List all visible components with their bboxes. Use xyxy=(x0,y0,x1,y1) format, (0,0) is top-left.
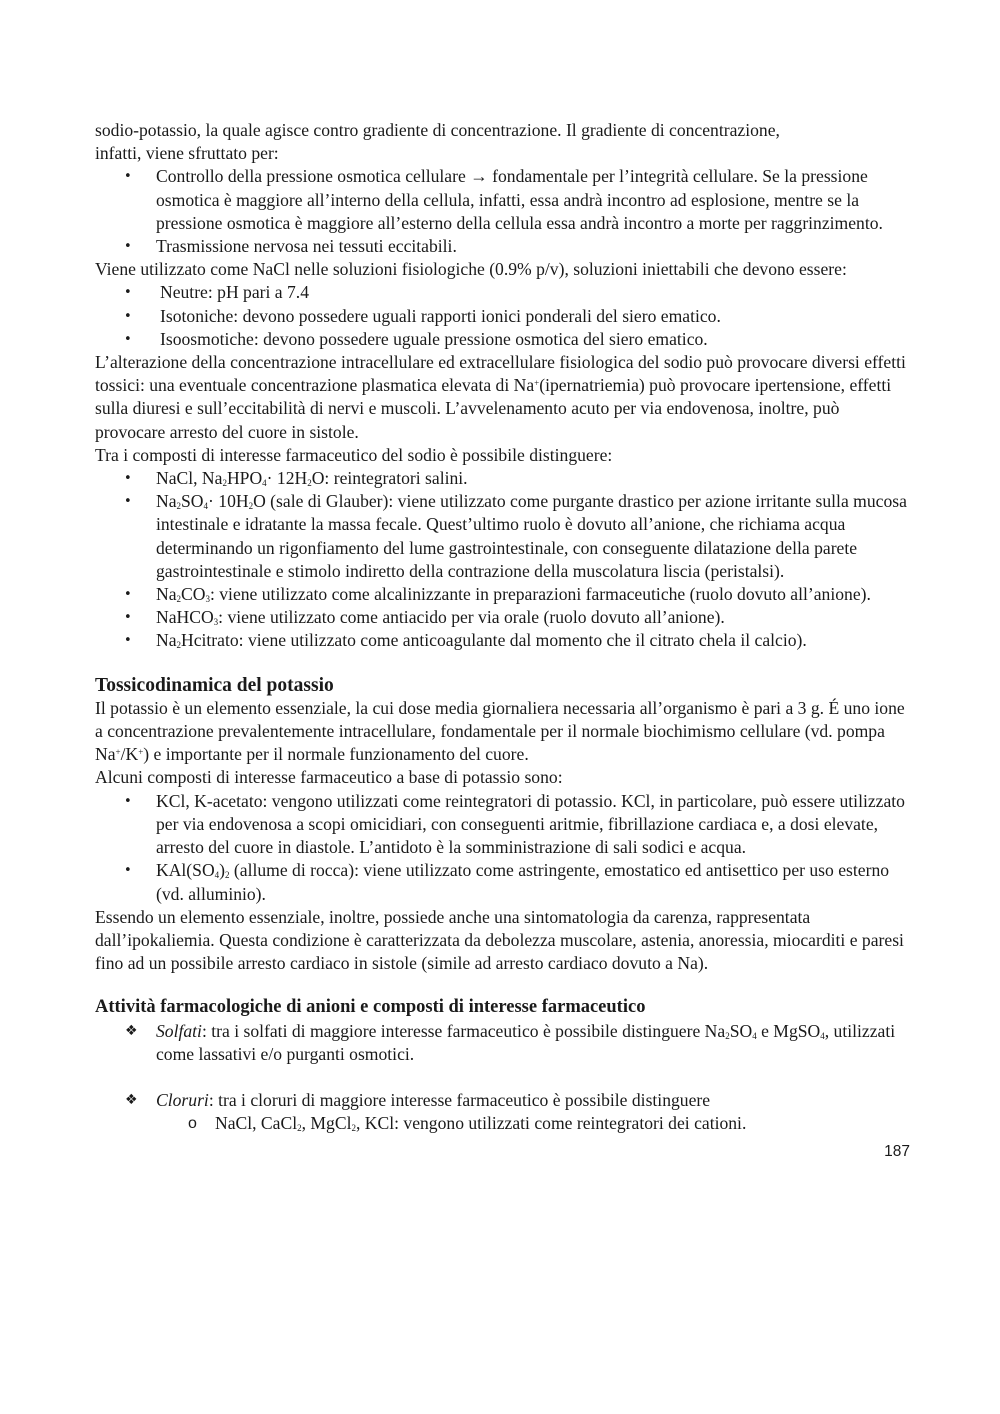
formula-text: Na xyxy=(156,491,177,512)
term-cloruri: Cloruri xyxy=(156,1089,209,1110)
formula-text: CO xyxy=(181,584,206,605)
section-heading-anions: Attività farmacologiche di anioni e composti di interesse farmaceutico xyxy=(95,997,646,1018)
subscript: 4 xyxy=(820,1030,825,1041)
description-text: , utilizzati come lassativi e/o purganti osmotici. xyxy=(156,1020,896,1064)
potassium-paragraph xyxy=(95,697,910,767)
description-text: : viene utilizzato come alcalinizzante in preparazioni farmaceutiche (ruolo dovuto all’anione). xyxy=(209,584,871,605)
potassium-compounds-intro: Alcuni composti di interesse farmaceutico a base di potassio sono: xyxy=(95,767,563,788)
list-item: • Isoosmotiche: devono possedere uguale pressione osmotica del siero ematico. xyxy=(95,328,910,351)
description-text: , KCl: vengono utilizzati come reintegratori dei cationi. xyxy=(355,1113,747,1134)
superscript: + xyxy=(138,747,144,758)
intro-paragraph xyxy=(95,119,910,165)
subscript: 2 xyxy=(248,501,254,512)
page-content xyxy=(95,119,910,1164)
deficiency-paragraph: Essendo un elemento essenziale, inoltre, possiede anche una sintomatologia da carenza, rappresentata dall’ipokaliemia. Questa condizione è caratterizzata da debolezza muscolare, astenia, anoressia, miocarditi e paresi fino ad un possibile arresto cardiaco in sistole (simile ad arresto cardiaco dovuto a Na). xyxy=(95,906,904,974)
description-text: : tra i cloruri di maggiore interesse farmaceutico è possibile distinguere xyxy=(208,1089,711,1110)
list-item xyxy=(95,629,910,652)
description-text: O (sale di Glauber): viene utilizzato come purgante drastico per azione irritante sulla mucosa intestinale e idratante la massa fecale. Quest’ultimo ruolo è dovuto all’anione, che richiama acqua determinando un rigonfiamento del lume gastrointestinale, con conseguente dilatazione della parete gastrointestinale e stimolo indiretto della contrazione della muscolatura liscia (peristalsi). xyxy=(156,491,907,581)
alteration-text-a: L’alterazione della concentrazione intracellulare ed extracellulare fisiologica del sodio può provocare diversi effetti tossici: una eventuale concentrazione plasmatica elevata di Na xyxy=(95,352,906,396)
description-text: (allume di rocca): viene utilizzato come astringente, emostatico ed antisettico per uso esterno (vd. alluminio). xyxy=(156,860,890,904)
sub-list-item xyxy=(95,1112,910,1135)
formula-text: e MgSO xyxy=(756,1020,821,1041)
list-item: • KCl, K-acetato: vengono utilizzati come reintegratori di potassio. KCl, in particolare, può essere utilizzato per via endovenosa a scopi omicidiari, con conseguenti aritmie, fibrillazione cardiaca e, a dosi elevate, arresto del cuore in diastole. L’antidoto è la somministrazione di sali sodici e acqua. xyxy=(95,790,910,860)
list-item xyxy=(95,583,910,606)
formula-text: HPO xyxy=(226,468,263,489)
solution-requirements-list xyxy=(95,281,910,351)
subscript: 2 xyxy=(307,478,312,489)
list-item: • Controllo della pressione osmotica cellulare → fondamentale per l’integrità cellulare. Se la pressione osmotica è maggiore all’interno della cellula, infatti, essa andrà incontro ad esplosione, mentre se la pressione osmotica è maggiore all’esterno della cellula essa andrà incontro a morte per raggrinzimento. xyxy=(95,165,910,235)
subscript: 2 xyxy=(297,1123,302,1134)
section-spacer xyxy=(95,653,910,674)
list-item xyxy=(95,606,910,629)
list-item xyxy=(95,859,910,905)
section-heading-potassium: Tossicodinamica del potassio xyxy=(95,674,334,696)
list-item xyxy=(95,490,910,583)
description-text: : viene utilizzato come antiacido per via orale (ruolo dovuto all’anione). xyxy=(218,607,725,628)
subscript: 2 xyxy=(222,478,227,489)
alteration-paragraph xyxy=(95,351,910,444)
formula-text: KAl(SO xyxy=(156,860,215,881)
gradient-uses-list xyxy=(95,165,910,258)
formula-text: , MgCl xyxy=(301,1113,352,1134)
nacl-intro: Viene utilizzato come NaCl nelle soluzioni fisiologiche (0.9% p/v), soluzioni iniettabili che devono essere: xyxy=(95,259,847,280)
subscript: 4 xyxy=(203,501,209,512)
subscript: 2 xyxy=(176,501,182,512)
subscript: 2 xyxy=(176,640,182,651)
sodium-compounds-intro: Tra i composti di interesse farmaceutico del sodio è possibile distinguere: xyxy=(95,444,613,465)
formula-text: NaCl, Na xyxy=(156,468,223,489)
list-item xyxy=(95,467,910,490)
formula-text: NaHCO xyxy=(156,607,214,628)
sodium-compounds-list xyxy=(95,467,910,653)
potassium-text-c: ) e importante per il normale funzionamento del cuore. xyxy=(143,744,529,765)
list-item: • Isotoniche: devono possedere uguali rapporti ionici ponderali del siero ematico. xyxy=(95,305,910,328)
subscript: 3 xyxy=(213,617,219,628)
section-spacer xyxy=(95,975,910,996)
subscript: 2 xyxy=(176,594,182,605)
alteration-text-b: (ipernatriemia) può provocare ipertensione, effetti sulla diuresi e sull’eccitabilità di nervi e muscoli. L’avvelenamento acuto per via endovenosa, inoltre, può provocare arresto del cuore in sistole. xyxy=(95,375,892,442)
list-item: • Trasmissione nervosa nei tessuti eccitabili. xyxy=(95,235,910,258)
list-item: • Neutre: pH pari a 7.4 xyxy=(95,281,910,304)
subscript: 4 xyxy=(262,478,267,489)
list-spacer xyxy=(95,1066,910,1089)
formula-text: Na xyxy=(156,584,177,605)
list-item xyxy=(95,1089,910,1112)
description-text: : tra i solfati di maggiore interesse farmaceutico è possibile distinguere Na xyxy=(201,1020,726,1041)
intro-line-1: sodio-potassio, la quale agisce contro gradiente di concentrazione. Il gradiente di concentrazione, xyxy=(95,120,780,140)
subscript: 2 xyxy=(725,1030,730,1041)
superscript: + xyxy=(534,378,540,389)
subscript: 2 xyxy=(351,1123,356,1134)
intro-line-2: infatti, viene sfruttato per: xyxy=(95,143,279,164)
term-solfati: Solfati xyxy=(156,1020,202,1041)
formula-text: NaCl, CaCl xyxy=(215,1113,298,1134)
anions-list xyxy=(95,1020,910,1136)
subscript: 4 xyxy=(214,870,220,881)
potassium-text-a: Il potassio è un elemento essenziale, la cui dose media giornaliera necessaria all’organismo è pari a 3 g. É uno ione a concentrazione prevalentemente intracellulare, fondamentale per il normale biochimismo cellulare (vd. pompa Na xyxy=(95,697,905,765)
subscript: 4 xyxy=(752,1030,757,1041)
formula-text: Na xyxy=(156,630,177,651)
superscript: + xyxy=(115,747,121,758)
formula-text: · 12H xyxy=(266,468,308,489)
formula-text: · 10H xyxy=(208,491,249,512)
formula-text: ) xyxy=(219,860,226,881)
subscript: 3 xyxy=(205,594,210,605)
list-item xyxy=(95,1020,910,1066)
page-number: 187 xyxy=(884,1143,910,1161)
formula-text: SO xyxy=(729,1020,753,1041)
formula-text: SO xyxy=(181,491,204,512)
description-text: Hcitrato: viene utilizzato come anticoagulante dal momento che il citrato chela il calcio). xyxy=(181,630,807,651)
subscript: 2 xyxy=(225,870,230,881)
potassium-text-b: /K xyxy=(120,744,139,765)
potassium-compounds-list xyxy=(95,790,910,906)
description-text: O: reintegratori salini. xyxy=(311,468,468,489)
